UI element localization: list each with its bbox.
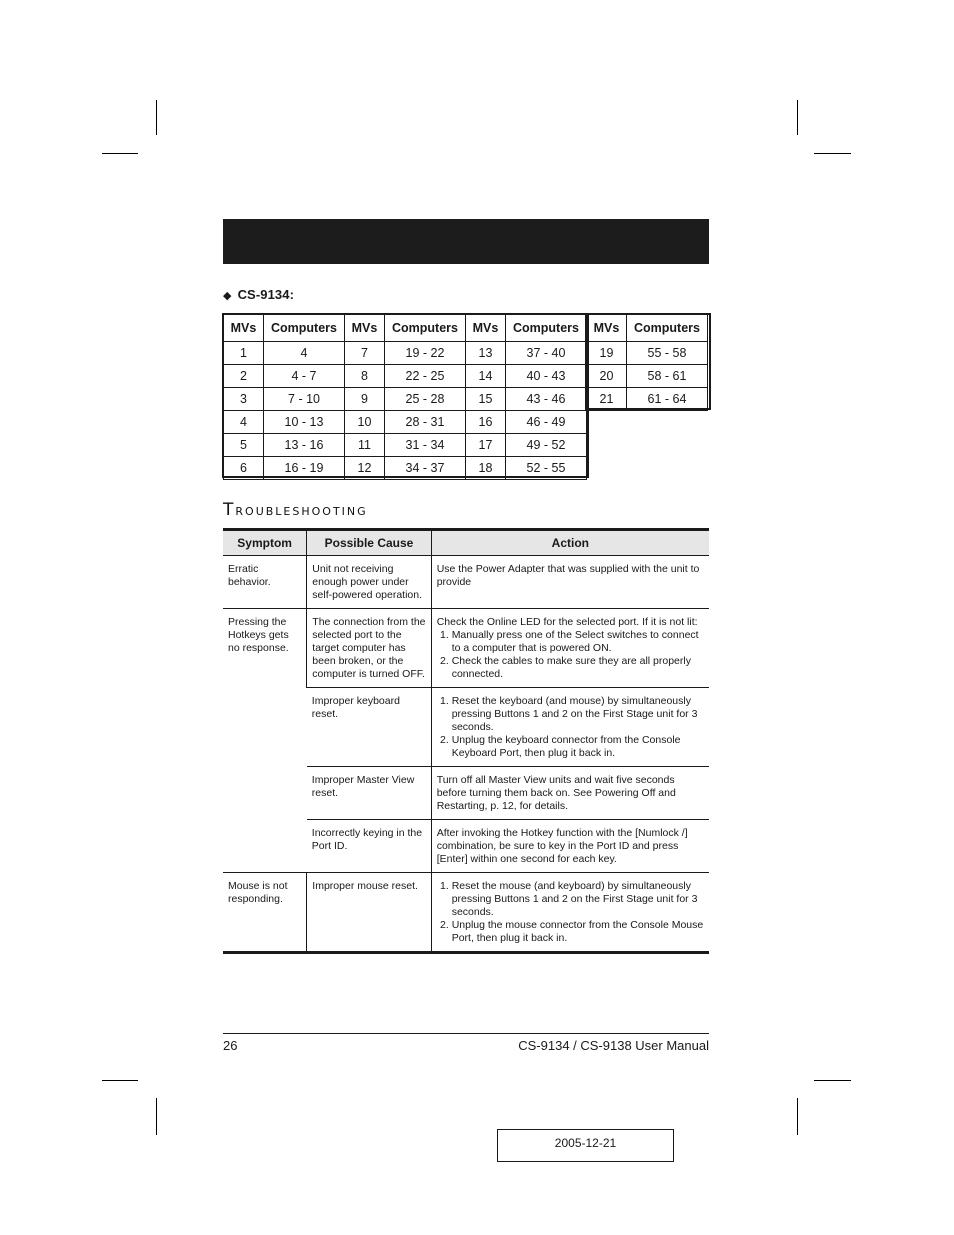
computers-range-cell: 13 - 16 xyxy=(264,434,345,457)
mv-number-cell: 20 xyxy=(587,365,627,388)
mv-header-computers: Computers xyxy=(385,315,466,342)
symptom-cell: Erratic behavior. xyxy=(228,563,271,588)
crop-mark xyxy=(156,1098,157,1135)
action-steps-list xyxy=(437,695,704,760)
computers-range-cell: 4 - 7 xyxy=(264,365,345,388)
troubleshooting-row xyxy=(223,556,709,609)
mv-empty-cell xyxy=(587,411,627,434)
computers-range-cell: 7 - 10 xyxy=(264,388,345,411)
mv-header-computers: Computers xyxy=(627,315,708,342)
computers-range-cell: 28 - 31 xyxy=(385,411,466,434)
mv-number-cell: 8 xyxy=(345,365,385,388)
action-step: 2. Unplug the mouse connector from the Console Mouse Port, then plug it back in. xyxy=(452,919,704,945)
action-text: After invoking the Hotkey function with the [Numlock /] combination, be sure to key in the Port ID and press [Enter] within one second for each key. xyxy=(436,827,688,865)
mv-number-cell: 9 xyxy=(345,388,385,411)
computers-range-cell: 22 - 25 xyxy=(385,365,466,388)
computers-range-cell: 19 - 22 xyxy=(385,342,466,365)
computers-range-cell: 34 - 37 xyxy=(385,457,466,480)
mv-table-header-row xyxy=(224,315,708,342)
crop-mark xyxy=(797,100,798,135)
mv-empty-cell xyxy=(627,411,708,434)
footer-rule xyxy=(223,1033,709,1034)
possible-cause-cell: Incorrectly keying in the Port ID. xyxy=(307,820,431,873)
crop-mark xyxy=(102,1080,138,1081)
mv-table-row xyxy=(224,365,708,388)
action-cell xyxy=(431,767,709,820)
mv-empty-cell xyxy=(587,457,627,480)
mv-number-cell: 16 xyxy=(466,411,506,434)
action-cell xyxy=(431,688,709,767)
mv-number-cell: 14 xyxy=(466,365,506,388)
computers-range-cell: 61 - 64 xyxy=(627,388,708,411)
action-cell xyxy=(431,556,709,609)
computers-range-cell: 46 - 49 xyxy=(506,411,587,434)
header-symptom: Symptom xyxy=(223,530,307,556)
mv-empty-cell xyxy=(627,434,708,457)
troubleshooting-row xyxy=(223,609,709,688)
header-action: Action xyxy=(431,530,709,556)
computers-range-cell: 52 - 55 xyxy=(506,457,587,480)
computers-range-cell: 49 - 52 xyxy=(506,434,587,457)
mv-header-computers: Computers xyxy=(264,315,345,342)
symptom-cell: Pressing the Hotkeys gets no response. xyxy=(223,609,307,873)
troubleshooting-table xyxy=(223,528,709,954)
section-title-troubleshooting: Troubleshooting xyxy=(223,500,368,520)
computers-range-cell: 58 - 61 xyxy=(627,365,708,388)
action-cell xyxy=(431,609,709,688)
crop-mark xyxy=(814,1080,851,1081)
chapter-header-bar xyxy=(223,219,709,264)
mv-number-cell: 13 xyxy=(466,342,506,365)
action-cell xyxy=(431,873,709,953)
mv-number-cell: 12 xyxy=(345,457,385,480)
troubleshooting-header-row xyxy=(223,530,709,556)
mv-number-cell: 2 xyxy=(224,365,264,388)
mv-number-cell: 11 xyxy=(345,434,385,457)
computers-range-cell: 4 xyxy=(264,342,345,365)
model-heading-text: CS-9134: xyxy=(237,287,294,302)
possible-cause-cell: Improper mouse reset. xyxy=(307,873,431,953)
mv-empty-cell xyxy=(627,457,708,480)
mv-header-mvs: MVs xyxy=(345,315,385,342)
crop-mark xyxy=(797,1098,798,1135)
manual-title: CS-9134 / CS-9138 User Manual xyxy=(518,1038,709,1053)
mv-header-mvs: MVs xyxy=(466,315,506,342)
action-text: Turn off all Master View units and wait five seconds before turning them back on. See Powering Off and Restarting, p. 12, for details. xyxy=(436,774,676,812)
model-heading xyxy=(223,287,294,302)
computers-range-cell: 16 - 19 xyxy=(264,457,345,480)
crop-mark xyxy=(814,153,851,154)
computers-range-cell: 10 - 13 xyxy=(264,411,345,434)
computers-range-cell: 43 - 46 xyxy=(506,388,587,411)
action-step: 2. Check the cables to make sure they are all properly connected. xyxy=(452,655,704,681)
mv-empty-cell xyxy=(587,434,627,457)
crop-mark xyxy=(156,100,157,135)
action-cell xyxy=(431,820,709,873)
computers-range-cell: 55 - 58 xyxy=(627,342,708,365)
troubleshooting-row xyxy=(223,873,709,953)
possible-cause-cell: Improper Master View reset. xyxy=(307,767,431,820)
mv-number-cell: 21 xyxy=(587,388,627,411)
crop-mark xyxy=(102,153,138,154)
mv-header-mvs: MVs xyxy=(224,315,264,342)
symptom-cell: Mouse is not responding. xyxy=(223,873,307,953)
mv-number-cell: 3 xyxy=(224,388,264,411)
mv-number-cell: 17 xyxy=(466,434,506,457)
diamond-bullet-icon: ◆ xyxy=(223,290,232,302)
action-steps-list xyxy=(437,629,704,681)
possible-cause-cell: Unit not receiving enough power under self-powered operation. xyxy=(307,556,431,609)
action-step: 1. Reset the keyboard (and mouse) by simultaneously pressing Buttons 1 and 2 on the First Stage unit for 3 seconds. xyxy=(452,695,704,734)
action-text: Check the Online LED for the selected port. If it is not lit: xyxy=(436,616,698,628)
mv-number-cell: 15 xyxy=(466,388,506,411)
header-possible-cause: Possible Cause xyxy=(307,530,431,556)
page-number: 26 xyxy=(223,1038,238,1053)
possible-cause-cell: The connection from the selected port to the target computer has been broken, or the computer is turned OFF. xyxy=(307,609,431,688)
action-step: 1. Manually press one of the Select switches to connect to a computer that is powered ON. xyxy=(452,629,704,655)
mv-number-cell: 19 xyxy=(587,342,627,365)
mv-number-cell: 10 xyxy=(345,411,385,434)
mv-number-cell: 4 xyxy=(224,411,264,434)
mv-header-computers: Computers xyxy=(506,315,587,342)
computers-range-cell: 40 - 43 xyxy=(506,365,587,388)
mv-table-row xyxy=(224,457,708,480)
mv-table-row xyxy=(224,411,708,434)
action-steps-list xyxy=(437,880,704,945)
date-box: 2005-12-21 xyxy=(497,1129,674,1162)
computers-range-cell: 37 - 40 xyxy=(506,342,587,365)
mv-computers-table xyxy=(223,314,708,480)
possible-cause-cell: Improper keyboard reset. xyxy=(307,688,431,767)
action-step: 2. Unplug the keyboard connector from the Console Keyboard Port, then plug it back in. xyxy=(452,734,704,760)
mv-number-cell: 5 xyxy=(224,434,264,457)
mv-table-row xyxy=(224,388,708,411)
mv-table-row xyxy=(224,434,708,457)
mv-header-mvs: MVs xyxy=(587,315,627,342)
mv-number-cell: 18 xyxy=(466,457,506,480)
computers-range-cell: 31 - 34 xyxy=(385,434,466,457)
action-text: Use the Power Adapter that was supplied with the unit to provide xyxy=(436,563,700,588)
mv-number-cell: 6 xyxy=(224,457,264,480)
mv-number-cell: 7 xyxy=(345,342,385,365)
computers-range-cell: 25 - 28 xyxy=(385,388,466,411)
mv-number-cell: 1 xyxy=(224,342,264,365)
mv-table-row xyxy=(224,342,708,365)
action-step: 1. Reset the mouse (and keyboard) by simultaneously pressing Buttons 1 and 2 on the First Stage unit for 3 seconds. xyxy=(452,880,704,919)
